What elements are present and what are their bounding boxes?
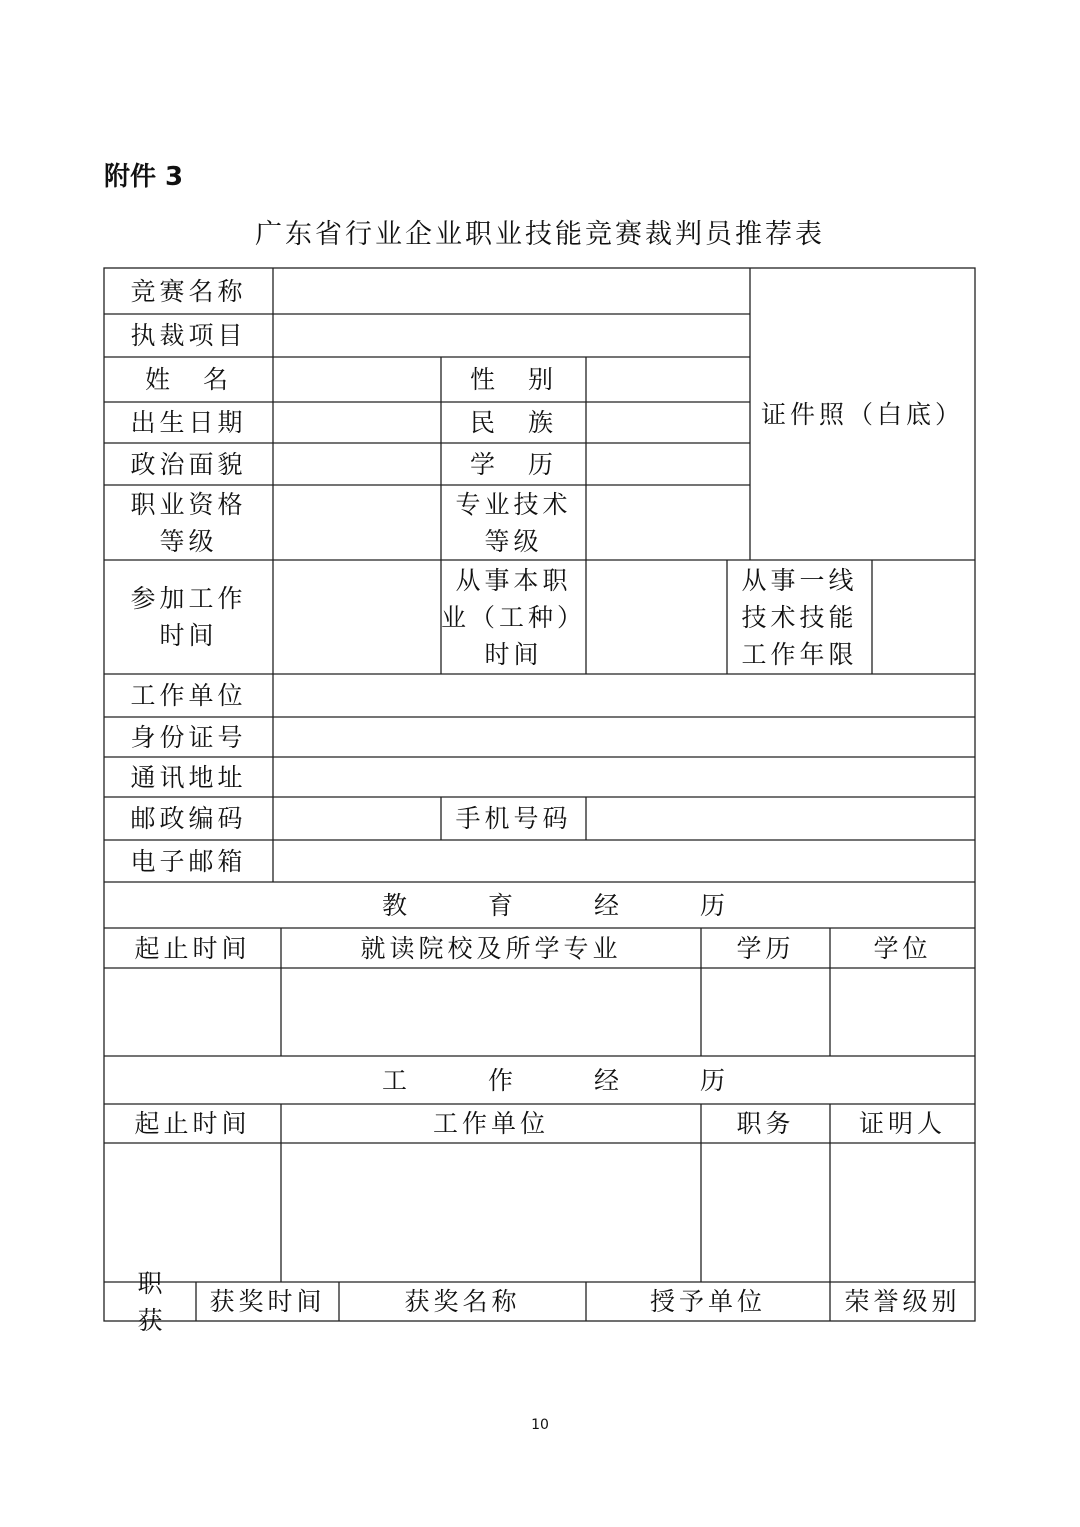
field-email[interactable] <box>273 840 975 882</box>
label-employer: 工作单位 <box>130 681 247 710</box>
field-postal-code[interactable] <box>273 797 441 840</box>
field-employer[interactable] <box>273 674 975 717</box>
field-work-start-time[interactable] <box>273 560 441 674</box>
work-cell-position[interactable] <box>701 1143 830 1282</box>
field-occupation-time[interactable] <box>586 560 727 674</box>
form-title: 广东省行业企业职业技能竞赛裁判员推荐表 <box>255 219 825 250</box>
education-cell-education[interactable] <box>701 968 830 1056</box>
label-line: 职业资格 <box>130 489 247 519</box>
attachment-label: 附件 3 <box>104 162 184 192</box>
photo-label: 证件照（白底） <box>760 399 964 429</box>
field-mobile[interactable] <box>586 797 975 840</box>
field-ethnicity[interactable] <box>586 402 750 443</box>
field-education[interactable] <box>586 443 750 485</box>
photo-box[interactable] <box>750 268 975 560</box>
label-line: 时间 <box>159 621 218 650</box>
field-gender[interactable] <box>586 357 750 402</box>
field-birth-date[interactable] <box>273 402 441 443</box>
label-gender: 性 别 <box>469 365 557 394</box>
education-section-heading: 教 育 经 历 <box>381 890 753 920</box>
education-col-education: 学历 <box>736 933 795 963</box>
label-line: 技术技能 <box>741 602 858 632</box>
page-number: 10 <box>531 1417 549 1433</box>
work-cell-employer[interactable] <box>281 1143 701 1282</box>
awards-side-label: 职获 <box>137 1268 183 1335</box>
label-line: 时间 <box>484 639 543 669</box>
label-ethnicity: 民 族 <box>469 408 557 437</box>
label-email: 电子邮箱 <box>130 846 247 876</box>
label-line: 工作年限 <box>741 639 858 669</box>
label-postal-code: 邮政编码 <box>130 804 247 833</box>
label-competition-name: 竞赛名称 <box>130 276 247 306</box>
label-tech-title-level <box>441 485 586 560</box>
field-competition-name[interactable] <box>273 268 750 314</box>
field-frontline-years[interactable] <box>872 560 975 674</box>
awards-col-issuer: 授予单位 <box>649 1287 766 1316</box>
label-frontline-years <box>727 560 872 674</box>
education-cell-degree[interactable] <box>830 968 975 1056</box>
field-political-status[interactable] <box>273 443 441 485</box>
work-cell-reference[interactable] <box>830 1143 975 1282</box>
work-col-employer: 工作单位 <box>432 1109 549 1138</box>
label-birth-date: 出生日期 <box>130 408 247 437</box>
label-line: 从事本职 <box>455 565 572 595</box>
field-tech-title-level[interactable] <box>586 485 750 560</box>
field-judging-item[interactable] <box>273 314 750 357</box>
work-col-period: 起止时间 <box>134 1109 251 1138</box>
work-section-heading: 工 作 经 历 <box>381 1065 753 1095</box>
label-line: 参加工作 <box>130 584 247 613</box>
education-cell-period[interactable] <box>104 968 281 1056</box>
label-education: 学 历 <box>469 449 557 479</box>
label-address: 通讯地址 <box>130 762 247 792</box>
education-cell-school-major[interactable] <box>281 968 701 1056</box>
label-line: 专业技术 <box>455 489 572 519</box>
awards-col-time: 获奖时间 <box>209 1287 326 1316</box>
field-qualification-level[interactable] <box>273 485 441 560</box>
education-col-degree: 学位 <box>873 933 932 963</box>
label-line: 等级 <box>484 526 543 556</box>
label-occupation-time <box>441 560 586 674</box>
label-political-status: 政治面貌 <box>130 449 247 479</box>
field-name[interactable] <box>273 357 441 402</box>
label-mobile: 手机号码 <box>455 804 572 833</box>
field-address[interactable] <box>273 757 975 797</box>
work-cell-period[interactable] <box>104 1143 281 1282</box>
label-name: 姓 名 <box>144 365 232 394</box>
label-line: 等级 <box>159 526 218 556</box>
awards-col-name: 获奖名称 <box>404 1287 521 1316</box>
label-qualification-level <box>104 485 273 560</box>
work-col-reference: 证明人 <box>858 1109 946 1138</box>
label-id-number: 身份证号 <box>130 722 247 752</box>
education-col-school-major: 就读院校及所学专业 <box>360 933 622 963</box>
work-col-position: 职务 <box>736 1109 795 1138</box>
label-line: 业（工种） <box>441 602 587 632</box>
education-col-period: 起止时间 <box>134 933 251 963</box>
label-line: 从事一线 <box>741 565 858 595</box>
label-judging-item: 执裁项目 <box>130 321 247 350</box>
label-work-start-time <box>104 560 273 674</box>
awards-col-level: 荣誉级别 <box>844 1287 961 1316</box>
field-id-number[interactable] <box>273 717 975 757</box>
